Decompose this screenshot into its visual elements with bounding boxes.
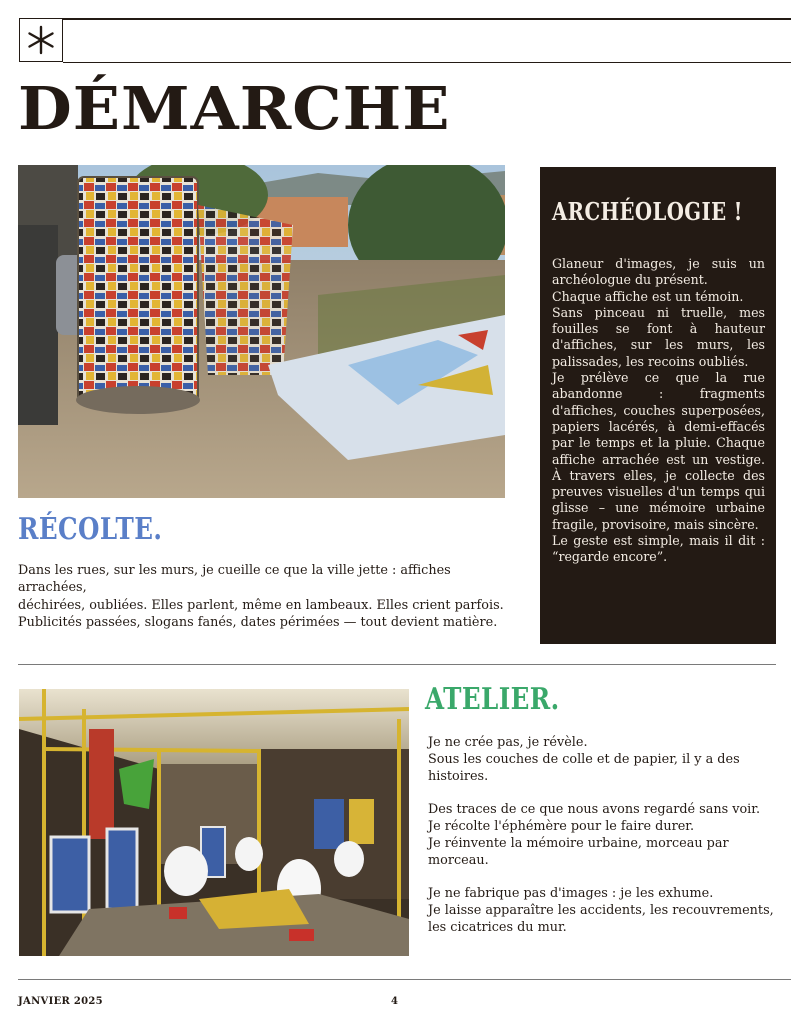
sidebar-text	[552, 256, 765, 566]
sidebar-paragraph: Le geste est simple, mais il dit : “regarde encore”.	[552, 533, 765, 565]
sidebar-title: ARCHÉOLOGIE !	[552, 197, 743, 226]
archeologie-sidebar	[540, 167, 776, 644]
atelier-line: Je ne fabrique pas d'images : je les exhume.	[428, 886, 714, 902]
recolte-heading: RÉCOLTE.	[18, 512, 163, 547]
atelier-text	[428, 735, 783, 937]
atelier-line: Je ne crée pas, je révèle.	[428, 735, 588, 750]
footer-date: JANVIER 2025	[18, 996, 103, 1007]
asterisk-icon	[26, 25, 56, 55]
recolte-text	[18, 562, 518, 631]
sidebar-paragraph: Chaque affiche est un témoin.	[552, 288, 744, 304]
sidebar-paragraph: Glaneur d'images, je suis un archéologue du présent.	[552, 256, 765, 288]
atelier-photo	[19, 689, 409, 956]
atelier-line: Des traces de ce que nous avons regardé sans voir.	[428, 802, 761, 818]
atelier-line: Je réinvente la mémoire urbaine, morceau par morceau.	[428, 835, 729, 868]
recolte-line: déchirées, oubliées. Elles parlent, même en lambeaux. Elles crient parfois.	[18, 597, 504, 613]
sidebar-paragraph: Je prélève ce que la rue abandonne : fragments d'affiches, couches superposées, papiers lacérés, à demi-effacés par le temps et la pluie. Chaque affiche arrachée est un vestige. À travers elles, je collecte des preuves visuelles d'un temps qui glisse – une mémoire urbaine fragile, provisoire, mais sincère.	[552, 370, 765, 532]
street-poster-photo	[18, 165, 505, 498]
recolte-line: Dans les rues, sur les murs, je cueille ce que la ville jette : affiches arrachées,	[18, 563, 451, 596]
atelier-line: Sous les couches de colle et de papier, il y a des histoires.	[428, 751, 740, 784]
top-rule	[63, 18, 791, 20]
recolte-line: Publicités passées, slogans fanés, dates périmées — tout devient matière.	[18, 614, 498, 630]
header-rule	[63, 62, 791, 63]
footer-rule	[18, 979, 791, 980]
logo-box	[19, 18, 63, 62]
atelier-heading: ATELIER.	[425, 682, 560, 717]
section-divider	[18, 664, 776, 665]
atelier-line: Je laisse apparaître les accidents, les recouvrements, les cicatrices du mur.	[428, 902, 774, 935]
page-number: 4	[391, 996, 398, 1007]
page-title: DÉMARCHE	[18, 73, 451, 144]
atelier-line: Je récolte l'éphémère pour le faire durer.	[428, 818, 695, 834]
sidebar-paragraph: Sans pinceau ni truelle, mes fouilles se font à hauteur d'affiches, sur les murs, les palissades, les recoins oubliés.	[552, 304, 765, 369]
